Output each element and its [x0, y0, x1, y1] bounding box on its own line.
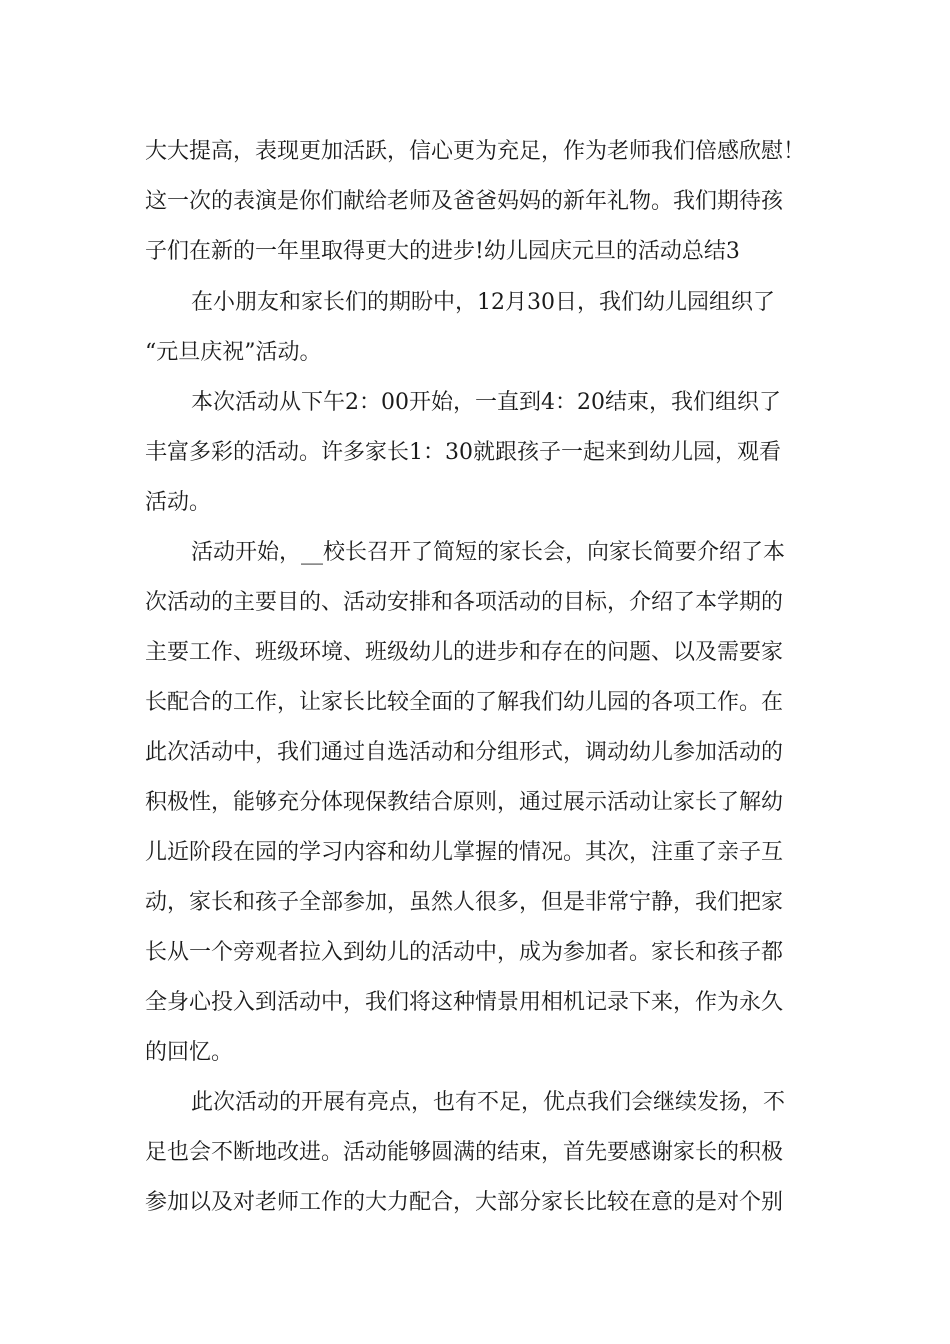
paragraph-line: 长从一个旁观者拉入到幼儿的活动中，成为参加者。家长和孩子都 [145, 940, 784, 965]
paragraph-line: 此次活动中，我们通过自选活动和分组形式，调动幼儿参加活动的 [145, 740, 784, 765]
paragraph-line: 足也会不断地改进。活动能够圆满的结束，首先要感谢家长的积极 [145, 1140, 784, 1165]
paragraph-line: 长配合的工作，让家长比较全面的了解我们幼儿园的各项工作。在 [145, 690, 784, 715]
paragraph-line: 本次活动从下午2：00开始，一直到4：20结束，我们组织了 [191, 390, 781, 415]
paragraph-line: “元旦庆祝”活动。 [145, 340, 322, 365]
paragraph-line: 此次活动的开展有亮点，也有不足，优点我们会继续发扬，不 [191, 1090, 786, 1115]
paragraph-line: 这一次的表演是你们献给老师及爸爸妈妈的新年礼物。我们期待孩 [145, 189, 784, 214]
paragraph-line: 大大提高，表现更加活跃，信心更为充足，作为老师我们倍感欣慰！ [145, 139, 806, 164]
paragraph-line: 动，家长和孩子全部参加，虽然人很多，但是非常宁静，我们把家 [145, 890, 784, 915]
paragraph-line: 次活动的主要目的、活动安排和各项活动的目标，介绍了本学期的 [145, 590, 784, 615]
paragraph-line: 活动开始，__校长召开了简短的家长会，向家长简要介绍了本 [191, 540, 786, 565]
paragraph-line: 儿近阶段在园的学习内容和幼儿掌握的情况。其次，注重了亲子互 [145, 840, 784, 865]
paragraph-line: 主要工作、班级环境、班级幼儿的进步和存在的问题、以及需要家 [145, 640, 784, 665]
paragraph-line: 参加以及对老师工作的大力配合，大部分家长比较在意的是对个别 [145, 1190, 784, 1215]
paragraph-line: 全身心投入到活动中，我们将这种情景用相机记录下来，作为永久 [145, 990, 784, 1015]
paragraph-line: 的回忆。 [145, 1040, 234, 1065]
paragraph-line: 丰富多彩的活动。许多家长1：30就跟孩子一起来到幼儿园，观看 [145, 440, 781, 465]
paragraph-line: 在小朋友和家长们的期盼中，12月30日，我们幼儿园组织了 [191, 290, 775, 315]
paragraph-line: 活动。 [145, 490, 212, 515]
paragraph-line: 子们在新的一年里取得更大的进步!幼儿园庆元旦的活动总结3 [145, 239, 740, 264]
paragraph-line: 积极性，能够充分体现保教结合原则，通过展示活动让家长了解幼 [145, 790, 784, 815]
